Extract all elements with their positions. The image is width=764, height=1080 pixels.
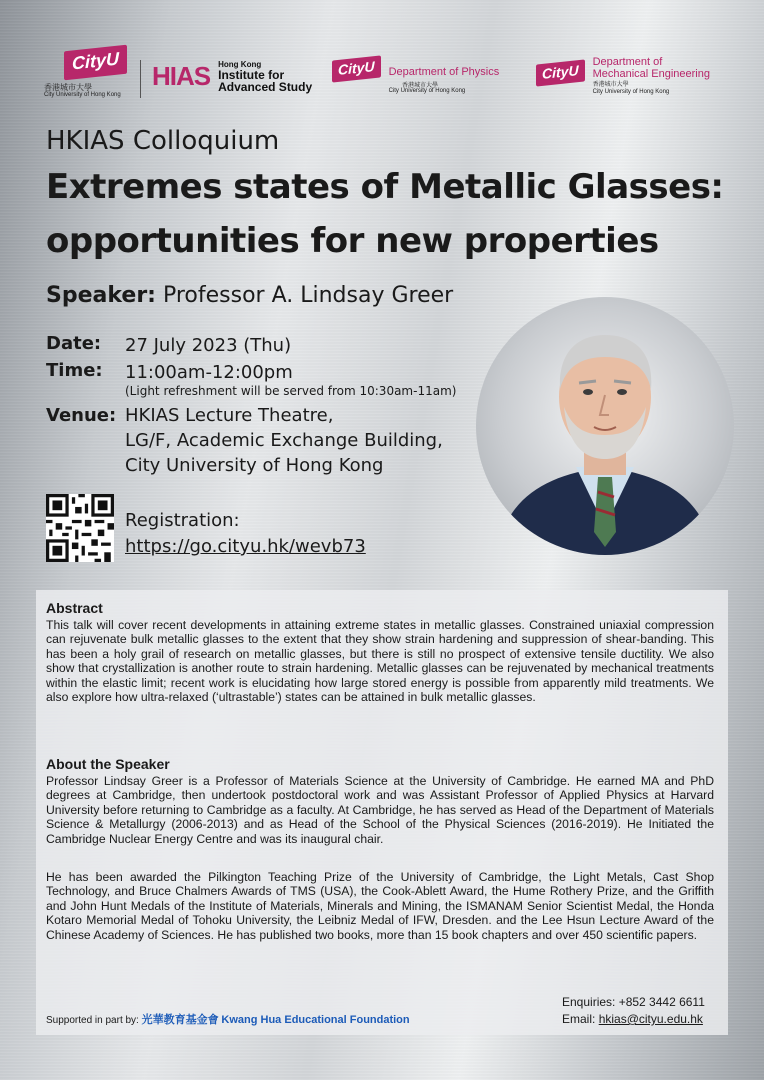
talk-title-line2: opportunities for new properties	[46, 221, 659, 261]
foundation-chinese: 光華教育基金會	[141, 1014, 219, 1026]
email-link[interactable]: hkias@cityu.edu.hk	[598, 1012, 703, 1026]
mech-cityu-english: City University of Hong Kong	[592, 89, 670, 95]
cityu-logo	[44, 48, 127, 99]
abstract-text: This talk will cover recent developments in attaining extreme states in metallic glasses. Constrained uniaxial compression can rejuvenate bulk metallic glasses to the extent that they show strain hardening and suppression of shear-banding. This has been a holy grail of research on metallic glasses, but there is still no prospect of extensive tensile ductility. We also show that crystallization is another route to strain hardening. Metallic glasses can be rejuvenated by mechanical treatments within the elastic limit; recent work is elucidating how large stored energy is possible from apparently mild treatments. We also explore how ultra-relaxed (‘ultrastable’) states can be attained in bulk metallic glasses.	[46, 618, 714, 705]
speaker-photo	[476, 297, 734, 555]
enquiries: Enquiries: +852 3442 6611	[562, 995, 705, 1009]
physics-logo	[332, 58, 499, 95]
speaker-portrait-illustration	[476, 297, 734, 555]
venue-label: Venue:	[46, 405, 117, 426]
hkias-logo	[152, 60, 312, 93]
email-line	[562, 1011, 705, 1028]
physics-cityu-chinese: 香港城市大學	[402, 83, 439, 89]
registration-label: Registration:	[125, 510, 240, 531]
mech-cityu-badge: CityU	[536, 59, 585, 86]
abstract-heading: Abstract	[46, 600, 103, 616]
physics-cityu-badge: CityU	[332, 55, 381, 82]
talk-title	[46, 160, 724, 268]
content-panel	[36, 590, 728, 1035]
logo-divider	[140, 60, 141, 98]
venue-line2: LG/F, Academic Exchange Building,	[125, 430, 443, 451]
foundation-english: Kwang Hua Educational Foundation	[221, 1014, 410, 1026]
registration-link[interactable]: https://go.cityu.hk/wevb73	[125, 536, 366, 557]
speaker-label: Speaker:	[46, 283, 156, 308]
physics-dept-name: Department of Physics	[388, 66, 500, 78]
hkias-line1: Hong Kong	[218, 60, 262, 69]
series-title: HKIAS Colloquium	[46, 126, 280, 156]
contact-block	[562, 994, 705, 1028]
about-para2: He has been awarded the Pilkington Teaching Prize of the University of Cambridge, the Light Metals, Cast Shop Technology, and Bruce Chalmers Awards of TMS (USA), the Cook-Ablett Award, the Hume Rothery Prize, and the Griffith and John Hunt Medals of the Institute of Materials, Minerals and Mining, the ISMANAM Senior Scientist Medal, the Honda Kotaro Memorial Medal of Tohoku University, the Leibniz Medal of IFW, Dresden. and the Lee Hsun Lecture Award of the Chinese Academy of Sciences. He has published two books, more than 15 book chapters and over 450 scientific papers.	[46, 870, 714, 942]
time-label: Time:	[46, 360, 103, 381]
hkias-mark: HIAS	[152, 61, 211, 91]
qr-code[interactable]	[46, 494, 114, 562]
supported-label: Supported in part by:	[46, 1015, 139, 1026]
speaker-line	[46, 283, 453, 308]
talk-title-line1: Extremes states of Metallic Glasses:	[46, 167, 724, 207]
time-value: 11:00am-12:00pm	[125, 362, 293, 383]
mech-logo	[536, 56, 710, 96]
about-para1: Professor Lindsay Greer is a Professor of Materials Science at the University of Cambridge. He earned MA and PhD degrees at Cambridge, then undertook postdoctoral work and was Assistant Professor of Applied Physics at Harvard University before returning to Cambridge as a faculty. At Cambridge, he has served as Head of the Department of Materials Science & Metallurgy (2006-2013) and as Head of the School of the Physical Sciences (2016-2019). He Initiated the Cambridge Nuclear Energy Centre and was its inaugural chair.	[46, 774, 714, 846]
mech-dept-line2: Mechanical Engineering	[592, 68, 710, 80]
venue-line1: HKIAS Lecture Theatre,	[125, 405, 334, 426]
time-note: (Light refreshment will be served from 10:30am-11am)	[125, 384, 457, 398]
email-label: Email:	[562, 1012, 596, 1026]
speaker-name: Professor A. Lindsay Greer	[162, 283, 454, 308]
about-heading: About the Speaker	[46, 756, 170, 772]
support-line	[46, 1011, 410, 1027]
venue-value	[125, 403, 443, 478]
mech-dept-line1: Department of	[592, 56, 663, 68]
date-label: Date:	[46, 333, 102, 354]
cityu-badge: CityU	[64, 45, 127, 81]
date-value: 27 July 2023 (Thu)	[125, 335, 292, 356]
venue-line3: City University of Hong Kong	[125, 455, 384, 476]
physics-cityu-english: City University of Hong Kong	[388, 88, 466, 94]
hkias-line2: Institute for	[218, 68, 285, 82]
mech-cityu-chinese: 香港城市大學	[592, 82, 629, 88]
cityu-english-name: City University of Hong Kong	[44, 92, 121, 98]
cityu-chinese-name: 香港城市大學	[44, 83, 92, 92]
hkias-line3: Advanced Study	[218, 80, 313, 94]
